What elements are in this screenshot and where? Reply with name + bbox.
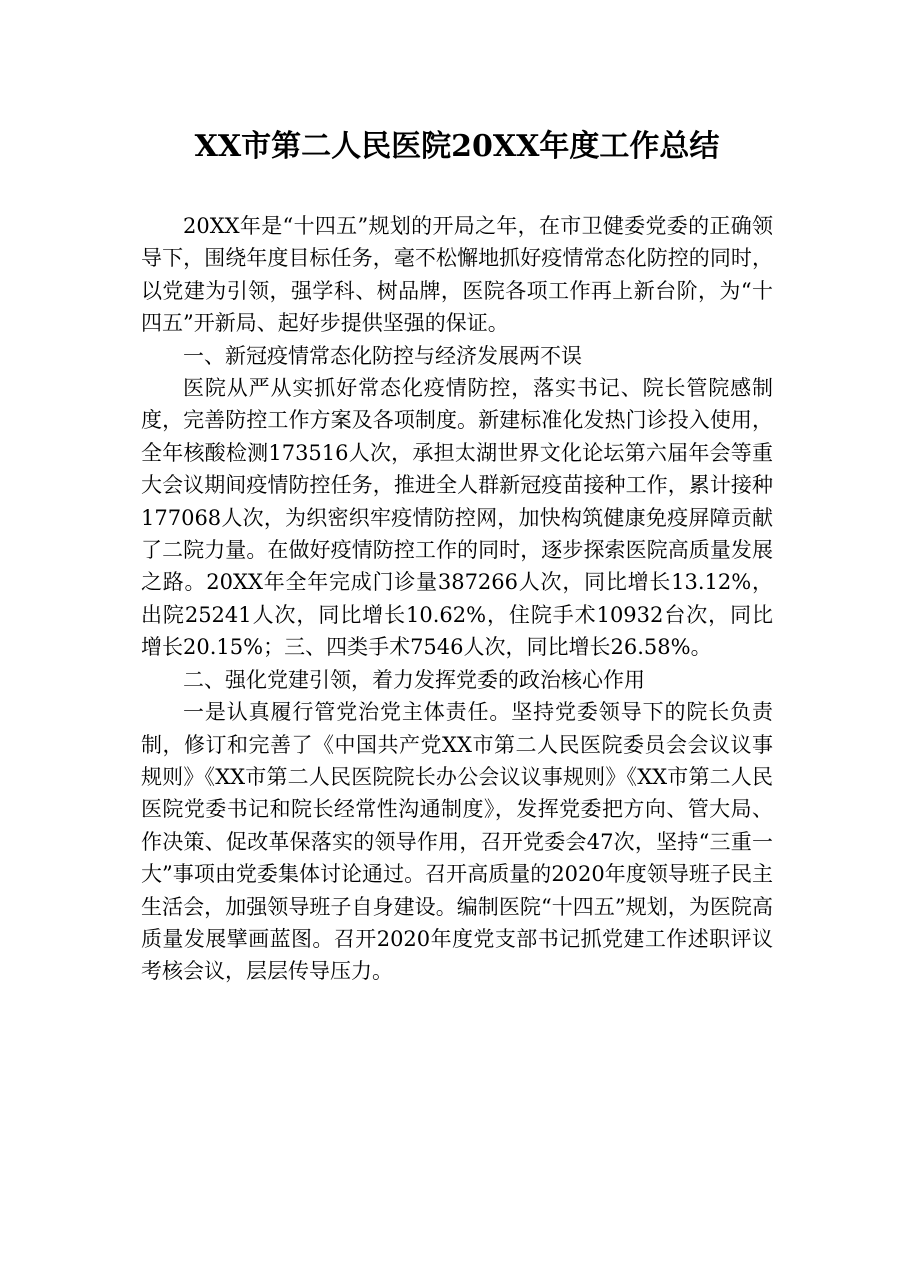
section-2-paragraph: 一是认真履行管党治党主体责任。坚持党委领导下的院长负责制，修订和完善了《中国共产党XX市第二人民医院委员会会议议事规则》《XX市第二人民医院院长办公会议议事规则》《XX市第二人民医院党委书记和院长经常性沟通制度》，发挥党委把方向、管大局、作决策、促改革保落实的领导作用，召开党委会47次，坚持“三重一大”事项由党委集体讨论通过。召开高质量的2020年度领导班子民主生活会，加强领导班子自身建设。编制医院“十四五”规划，为医院高质量发展擘画蓝图。召开2020年度党支部书记抓党建工作述职评议考核会议，层层传导压力。 [141,700,773,984]
section-heading-1: 一、新冠疫情常态化防控与经济发展两不误 [183,343,582,368]
section-heading-2: 二、强化党建引领，着力发挥党委的政治核心作用 [183,667,645,692]
document-title: XX市第二人民医院20XX年度工作总结 [194,129,720,164]
intro-paragraph: 20XX年是“十四五”规划的开局之年，在市卫健委党委的正确领导下，围绕年度目标任务，毫不松懈地抓好疫情常态化防控的同时，以党建为引领，强学科、树品牌，医院各项工作再上新台阶，为“十四五”开新局、起好步提供坚强的保证。 [141,214,773,336]
section-1-paragraph: 医院从严从实抓好常态化疫情防控，落实书记、院长管院感制度，完善防控工作方案及各项制度。新建标准化发热门诊投入使用，全年核酸检测173516人次，承担太湖世界文化论坛第六届年会等重大会议期间疫情防控任务，推进全人群新冠疫苗接种工作，累计接种177068人次，为织密织牢疫情防控网，加快构筑健康免疫屏障贡献了二院力量。在做好疫情防控工作的同时，逐步探索医院高质量发展之路。20XX年全年完成门诊量387266人次，同比增长13.12%，出院25241人次，同比增长10.62%，住院手术10932台次，同比增长20.15%；三、四类手术7546人次，同比增长26.58%。 [141,376,773,660]
document-body [141,210,773,988]
